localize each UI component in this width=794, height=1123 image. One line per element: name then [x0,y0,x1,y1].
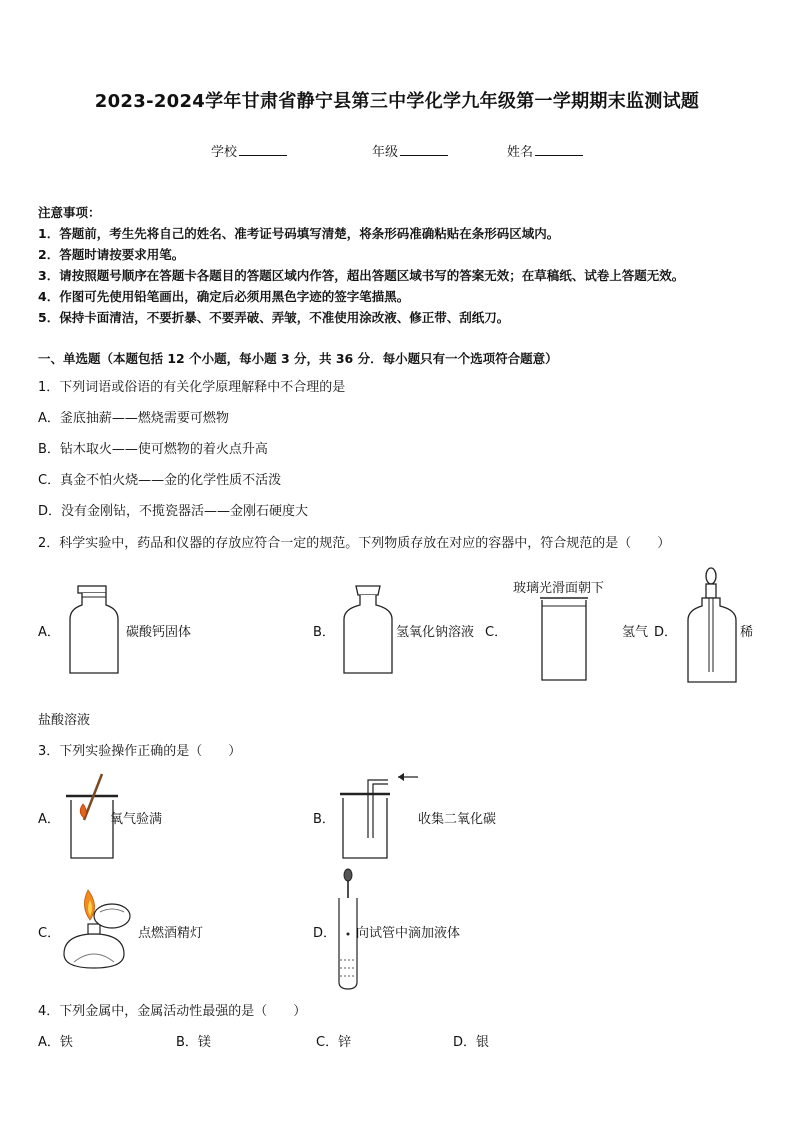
exam-title: 2023-2024学年甘肃省静宁县第三中学化学九年级第一学期期末监测试题 [94,91,700,112]
question-2-option-a-letter: A． [38,625,60,640]
dropper-bottle-icon [686,566,740,686]
question-3-stem: 3．下列实验操作正确的是（ ） [38,744,242,759]
gas-collecting-bottle-icon [538,596,590,684]
notice-item: 5．保持卡面清洁，不要折暴、不要弄破、弄皱，不准使用涂改液、修正带、刮纸刀。 [38,310,510,325]
question-3-option-c-label: 点燃酒精灯 [138,926,204,941]
question-2-option-b-letter: B． [313,625,335,640]
grade-label: 年级 [372,145,399,160]
question-3-option-a-label: 氧气验满 [110,812,163,827]
name-blank[interactable] [535,143,583,156]
question-2-option-d-letter: D． [654,625,678,640]
question-1-option-c: C．真金不怕火烧——金的化学性质不活泼 [38,473,282,488]
grade-field[interactable] [372,141,448,160]
notice-item: 3．请按照题号顺序在答题卡各题目的答题区域内作答，超出答题区域书写的答案无效；在草稿纸、试卷上答题无效。 [38,268,685,283]
question-4-option-c: C．锌 [316,1035,352,1050]
question-2-option-c-caption: 玻璃光滑面朝下 [513,581,605,596]
notice-item: 1．答题前，考生先将自己的姓名、准考证号码填写清楚，将条形码准确粘贴在条形码区域内。 [38,226,560,241]
question-2-option-b-label: 氢氧化钠溶液 [396,625,475,640]
question-2-option-c-letter: C． [485,625,508,640]
question-2-option-d-label-start: 稀 [740,625,754,640]
question-2-option-d-label-end: 盐酸溶液 [38,713,91,728]
question-4-option-a: A．铁 [38,1035,73,1050]
question-3-option-b-letter: B． [313,812,335,827]
question-4-option-d: D．银 [453,1035,490,1050]
question-2-stem: 2．科学实验中，药品和仪器的存放应符合一定的规范。下列物质存放在对应的容器中，符合规范的是（ ） [38,536,671,551]
question-4-stem: 4．下列金属中，金属活动性最强的是（ ） [38,1004,307,1019]
name-field[interactable] [507,141,583,160]
notice-item: 4．作图可先使用铅笔画出，确定后必须用黑色字迹的签字笔描黑。 [38,289,410,304]
grade-blank[interactable] [400,143,448,156]
question-3-option-b-label: 收集二氧化碳 [418,812,497,827]
school-label: 学校 [211,145,238,160]
name-label: 姓名 [507,145,534,160]
narrow-mouth-bottle-icon [340,585,396,677]
question-3-option-d-letter: D． [313,926,337,941]
question-1-option-b: B．钻木取火——使可燃物的着火点升高 [38,442,268,457]
notice-heading: 注意事项： [38,205,101,220]
question-1-option-d: D．没有金刚钻，不揽瓷器活——金刚石硬度大 [38,504,309,519]
wide-mouth-bottle-icon [66,585,122,677]
notice-item: 2．答题时请按要求用笔。 [38,247,185,262]
question-1-option-a: A．釜底抽薪——燃烧需要可燃物 [38,411,229,426]
question-2-option-a-label: 碳酸钙固体 [126,625,192,640]
question-1-stem: 1．下列词语或俗语的有关化学原理解释中不合理的是 [38,380,346,395]
question-2-option-c-label: 氢气 [622,625,649,640]
question-3-option-d-label: 向试管中滴加液体 [356,926,461,941]
school-field[interactable] [211,141,287,160]
section-heading: 一、单选题（本题包括 12 个小题，每小题 3 分，共 36 分．每小题只有一个选项符合题意） [38,351,558,366]
question-3-option-a-letter: A． [38,812,60,827]
alcohol-lamp-icon [60,884,142,974]
question-3-option-c-letter: C． [38,926,61,941]
school-blank[interactable] [239,143,287,156]
gas-collection-setup-icon [338,768,422,862]
question-4-option-b: B．镁 [176,1035,211,1050]
